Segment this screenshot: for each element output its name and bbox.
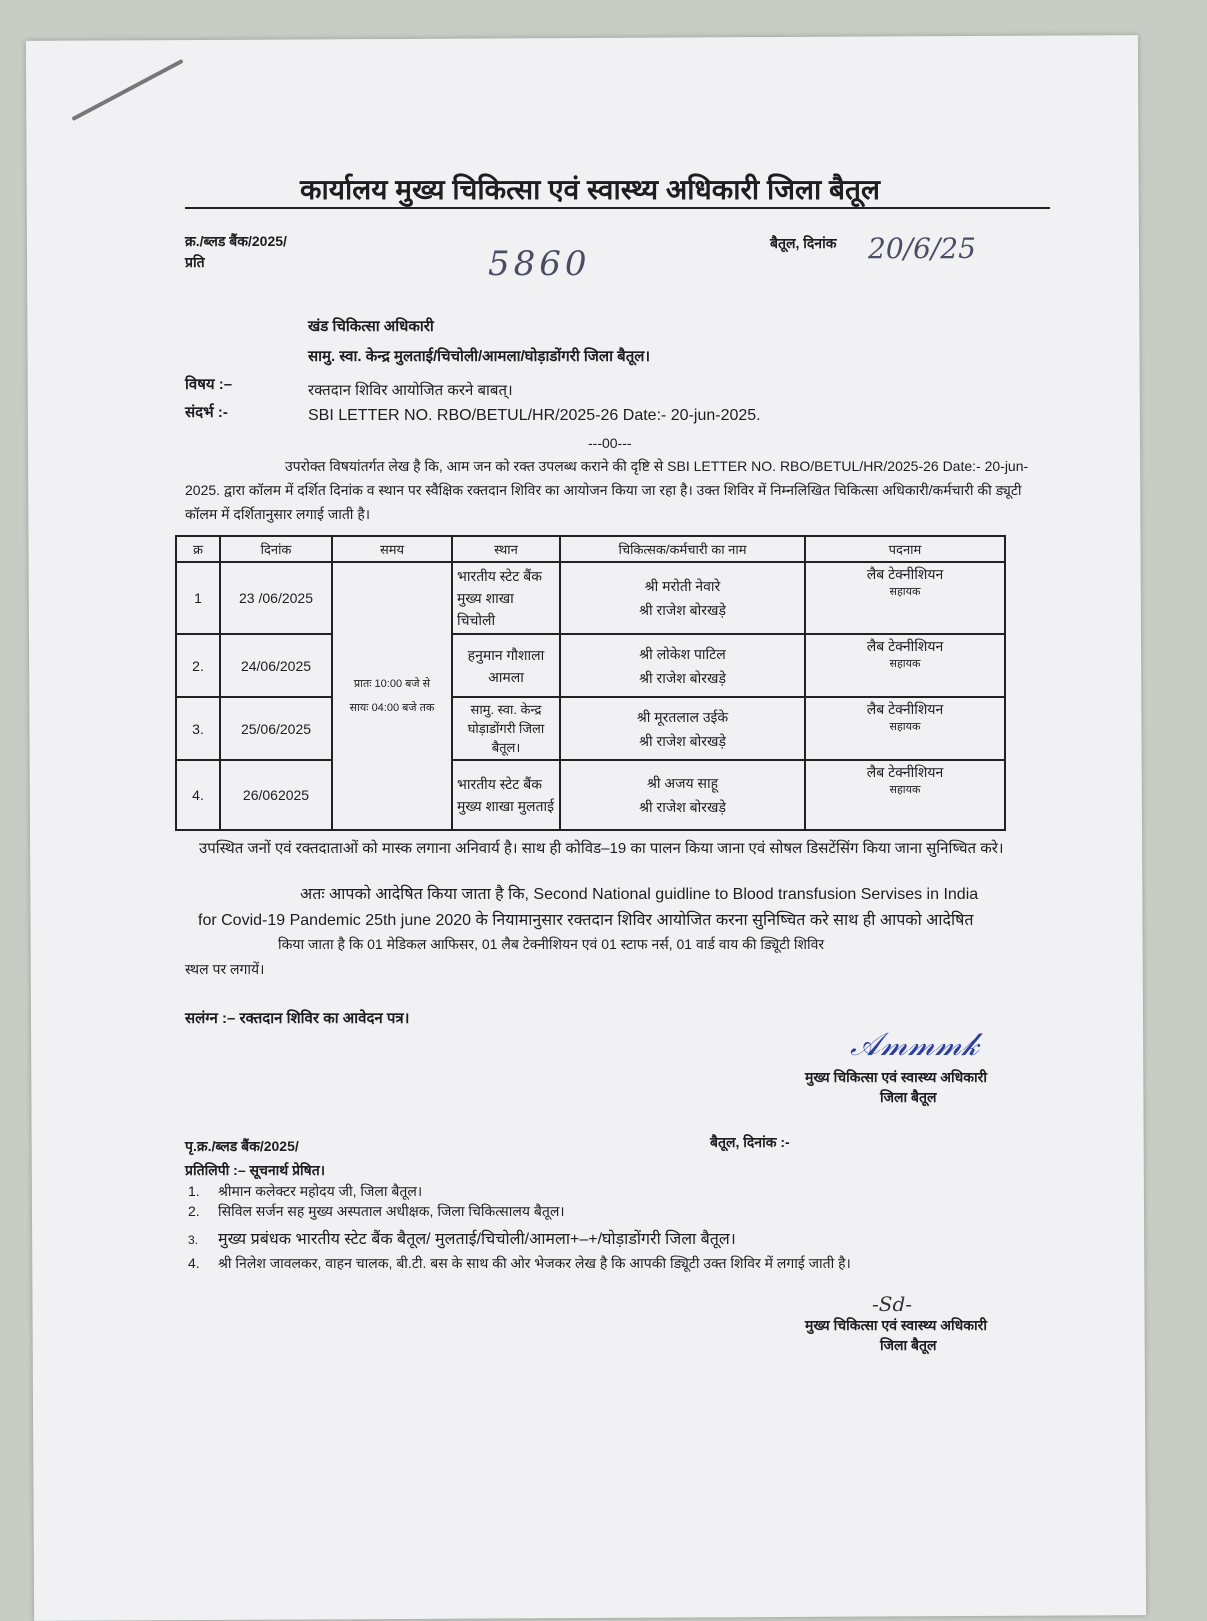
row-date: 26/062025: [220, 760, 332, 830]
copy-item: [188, 1254, 851, 1273]
recipient-line2: सामु. स्वा. केन्द्र मुलताई/चिचोली/आमला/घोड़ाडोंगरी जिला बैतूल।: [308, 348, 651, 365]
designation-sub: सहायक: [889, 721, 921, 733]
copy-heading: प्रतिलिपी :– सूचनार्थ प्रेषित।: [185, 1162, 326, 1178]
header-designation: पदनाम: [805, 536, 1005, 562]
designation: लैब टेक्नीशियन: [866, 638, 944, 654]
name-2: श्री राजेश बोरखड़े: [639, 602, 726, 618]
name-2: श्री राजेश बोरखड़े: [639, 799, 726, 815]
row-serial: 4.: [176, 760, 220, 830]
row-serial: 2.: [176, 634, 220, 697]
copy-item-text: मुख्य प्रबंधक भारतीय स्टेट बैंक बैतूल/ मुलताई/चिचोली/आमला+–+/घोड़ाडोंगरी जिला बैतूल।: [218, 1231, 736, 1248]
signoff-district: जिला बैतूल: [880, 1337, 937, 1353]
header-serial: क्र: [176, 536, 220, 562]
body-paragraph: उपरोक्त विषयांतर्गत लेख है कि, आम जन को रक्त उपलब्ध कराने की दृष्टि से SBI LETTER NO. RBO/BETUL/HR/2025-26 Date:- 20-jun-2025. द्वारा कॉलम में दर्शित दिनांक व स्थान पर स्वैक्षिक रक्तदान शिविर का आयोजन किया जा रहा है। उक्त शिविर में निम्नलिखित चिकित्सा अधिकारी/कर्मचारी की ड्यूटी कॉलम में दर्शितानुसार लगाई जाती है।: [185, 458, 1029, 522]
copy-item-number: 3.: [188, 1233, 199, 1247]
header-time: समय: [332, 536, 452, 562]
handwritten-number: 5860: [488, 244, 591, 284]
reference-text: SBI LETTER NO. RBO/BETUL/HR/2025-26 Date:- 20-jun-2025.: [308, 407, 761, 424]
separator: ---00---: [588, 435, 632, 451]
row-serial: 1: [176, 562, 220, 634]
row-designation: [805, 634, 1005, 697]
table-row: [176, 760, 1005, 830]
row-serial: 3.: [176, 697, 220, 760]
designation: लैब टेक्नीशियन: [866, 701, 944, 717]
signatory-designation: मुख्य चिकित्सा एवं स्वास्थ्य अधिकारी: [805, 1069, 987, 1085]
designation-sub: सहायक: [889, 658, 921, 670]
subject-label: विषय :–: [185, 376, 233, 393]
row-place: भारतीय स्टेट बैंक मुख्य शाखा चिचोली: [452, 562, 560, 634]
table-row: [176, 562, 1005, 634]
subject-text: रक्तदान शिविर आयोजित करने बाबत्।: [308, 382, 513, 399]
copy-place-date: बैतूल, दिनांक :-: [710, 1134, 790, 1150]
copy-item-text: श्री निलेश जावलकर, वाहन चालक, बी.टी. बस के साथ की ओर भेजकर लेख है कि आपकी ड्यिूटी उक्त शिविर में लगाई जाती है।: [218, 1255, 851, 1271]
header-place: स्थान: [452, 536, 560, 562]
designation: लैब टेक्नीशियन: [866, 566, 944, 582]
sd-mark: -Sd-: [872, 1292, 913, 1316]
time-start: प्रातः 10:00 बजे से: [353, 678, 431, 690]
header-date: दिनांक: [220, 536, 332, 562]
mask-instruction: उपस्थित जनों एवं रक्तदाताओं को मास्क लगाना अनिवार्य है। साथ ही कोविड–19 का पालन किया जाना एवं सोषल डिसटेंसिंग किया जाना सुनिष्चित करे।: [199, 840, 1004, 857]
header-name: चिकित्सक/कर्मचारी का नाम: [560, 536, 805, 562]
reference-label: संदर्भ :-: [185, 404, 228, 421]
name-1: श्री लोकेश पाटिल: [639, 645, 726, 662]
duty-table: [175, 535, 1006, 831]
table-row: [176, 634, 1005, 697]
copy-item-number: 2.: [188, 1203, 200, 1219]
office-title: कार्यालय मुख्य चिकित्सा एवं स्वास्थ्य अधिकारी जिला बैतूल: [300, 174, 880, 205]
name-1: श्री मूरतलाल उईके: [636, 708, 729, 725]
designation-sub: सहायक: [889, 784, 921, 796]
copy-item-number: 4.: [188, 1255, 200, 1271]
row-date: 23 /06/2025: [220, 562, 332, 634]
designation-sub: सहायक: [889, 586, 921, 598]
copy-item-text: श्रीमान कलेक्टर महोदय जी, जिला बैतूल।: [218, 1183, 423, 1199]
row-designation: [805, 562, 1005, 634]
order-line1: [300, 882, 978, 904]
time-cell: [332, 562, 452, 830]
copy-item-text: सिविल सर्जन सह मुख्य अस्पताल अधीक्षक, जिला चिकित्सालय बैतूल।: [218, 1203, 565, 1219]
row-place: भारतीय स्टेट बैंक मुख्य शाखा मुलताई: [452, 760, 560, 830]
row-date: 24/06/2025: [220, 634, 332, 697]
table-row: [176, 697, 1005, 760]
name-2: श्री राजेश बोरखड़े: [639, 669, 726, 686]
row-date: 25/06/2025: [220, 697, 332, 760]
row-designation: [805, 697, 1005, 760]
signatory-district: जिला बैतूल: [880, 1089, 937, 1105]
row-designation: [805, 760, 1005, 830]
order-line3: किया जाता है कि 01 मेडिकल आफिसर, 01 लैब टेक्नीशियन एवं 01 स्टाफ नर्स, 01 वार्ड वाय की ड्यिूटी शिविर: [278, 936, 825, 952]
row-names: [560, 697, 805, 760]
order-line2: for Covid-19 Pandemic 25th june 2020 के नियामानुसार रक्तदान शिविर आयोजित करना सुनिष्चित करे साथ ही आपको आदेषित: [198, 912, 974, 929]
to-label: प्रति: [185, 254, 205, 270]
copy-item: [188, 1182, 422, 1201]
handwritten-date: 20/6/25: [868, 232, 976, 265]
row-place: सामु. स्वा. केन्द्र घोड़ाडोंगरी जिला बैतूल।: [452, 697, 560, 760]
copy-item-number: 1.: [188, 1183, 200, 1199]
time-end: सायः 04:00 बजे तक: [349, 702, 435, 714]
name-2: श्री राजेश बोरखड़े: [639, 732, 726, 749]
name-1: श्री मरोती नेवारे: [644, 578, 721, 594]
copy-reference-number: पृ.क्र./ब्लड बैंक/2025/: [185, 1138, 299, 1154]
signoff-designation: मुख्य चिकित्सा एवं स्वास्थ्य अधिकारी: [805, 1317, 987, 1333]
copy-item: [188, 1227, 736, 1249]
order-line4: स्थल पर लगायें।: [185, 961, 265, 977]
row-names: [560, 634, 805, 697]
recipient-line1: खंड चिकित्सा अधिकारी: [308, 318, 434, 335]
enclosure: सलंग्न :– रक्तदान शिविर का आवेदन पत्र।: [185, 1010, 410, 1027]
order-line1-text: अतः आपको आदेषित किया जाता है कि, Second National guidline to Blood transfusion Servises in India: [300, 886, 979, 903]
reference-number: क्र./ब्लड बैंक/2025/: [185, 233, 287, 249]
copy-item: [188, 1202, 565, 1221]
signature-image: 𝒜𝓂𝓂𝓂𝓀: [850, 1025, 979, 1063]
designation: लैब टेक्नीशियन: [866, 764, 944, 780]
row-place: हनुमान गौशाला आमला: [452, 634, 560, 697]
title-underline: [185, 207, 1050, 209]
row-names: [560, 760, 805, 830]
row-names: [560, 562, 805, 634]
name-1: श्री अजय साहू: [646, 775, 719, 791]
place-date-label: बैतूल, दिनांक: [770, 235, 837, 251]
